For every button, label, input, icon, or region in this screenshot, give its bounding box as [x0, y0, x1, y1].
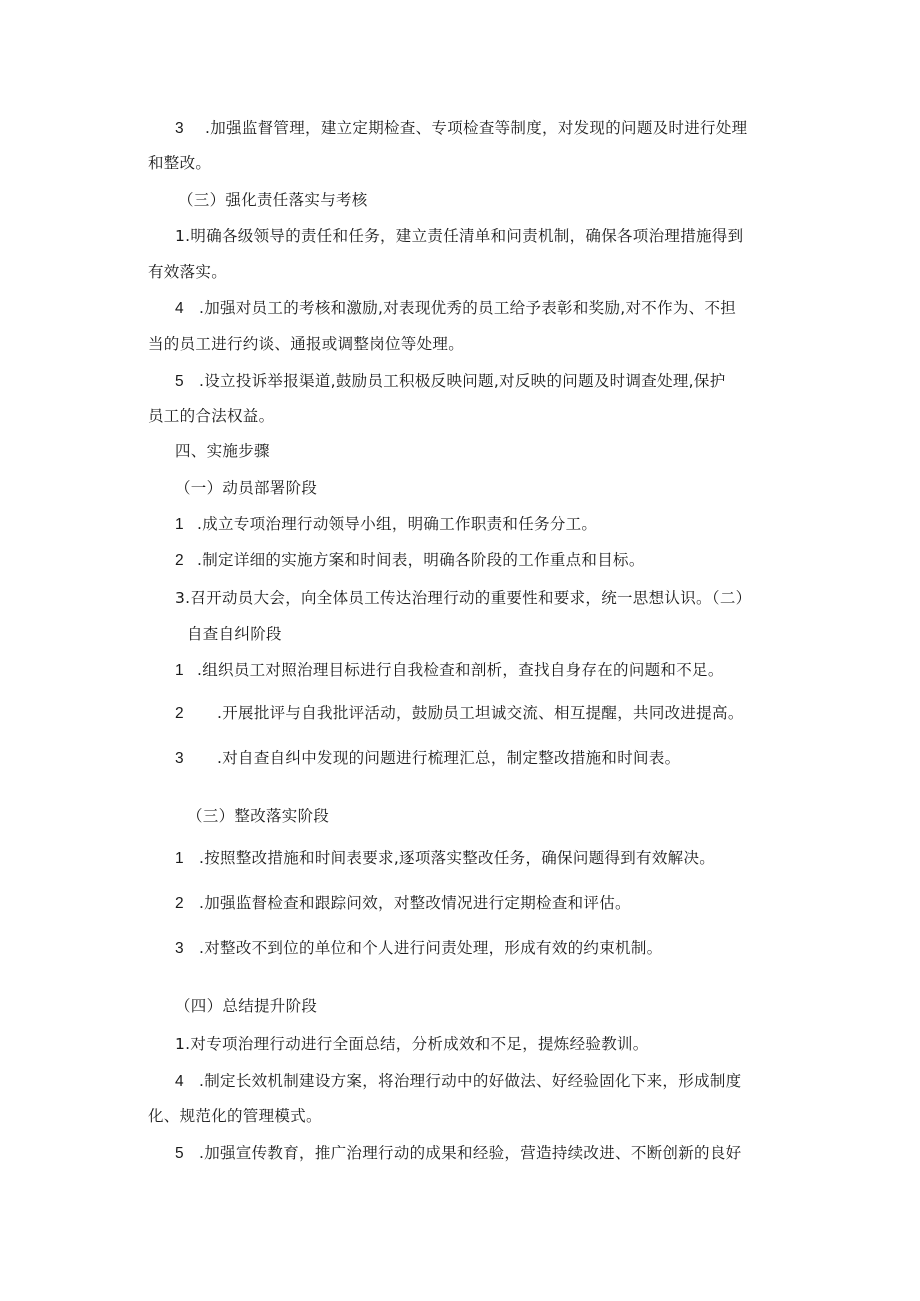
line-text: 四、实施步骤 [175, 442, 270, 460]
line-text: .设立投诉举报渠道,鼓励员工积极反映问题,对反映的问题及时调查处理,保护 [199, 372, 726, 390]
paragraph-line [148, 153, 211, 173]
item-number: 2 [175, 895, 184, 912]
paragraph-line [175, 514, 597, 535]
item-number: 1 [175, 850, 184, 867]
paragraph-line [175, 848, 715, 869]
paragraph-line [175, 748, 680, 769]
paragraph-line [175, 1034, 649, 1054]
item-number: 5 [175, 373, 184, 390]
paragraph-line [175, 226, 743, 246]
line-text: 化、规范化的管理模式。 [148, 1107, 322, 1125]
section-heading [178, 190, 368, 210]
line-text: 1.对专项治理行动进行全面总结，分析成效和不足，提炼经验教训。 [175, 1035, 649, 1053]
item-number: 4 [175, 1073, 184, 1090]
line-text: （三）整改落实阶段 [187, 807, 330, 825]
paragraph-line [175, 703, 744, 724]
item-number: 1 [175, 516, 184, 533]
line-text: .制定详细的实施方案和时间表，明确各阶段的工作重点和目标。 [197, 551, 645, 569]
paragraph-line [175, 938, 662, 959]
section-heading [175, 996, 317, 1016]
line-text: .加强监督检查和跟踪问效，对整改情况进行定期检查和评估。 [199, 894, 631, 912]
item-number: 2 [175, 552, 184, 569]
line-text: .对整改不到位的单位和个人进行问责处理，形成有效的约束机制。 [199, 939, 663, 957]
line-text: 有效落实。 [148, 263, 228, 281]
paragraph-line [175, 298, 736, 319]
item-number: 3 [175, 750, 184, 767]
line-text: 3.召开动员大会，向全体员工传达治理行动的重要性和要求，统一思想认识。（二） [175, 589, 752, 607]
paragraph-line [148, 262, 227, 282]
paragraph-line [175, 588, 751, 608]
paragraph-line [148, 1106, 322, 1126]
item-number: 5 [175, 1145, 184, 1162]
line-text: 员工的合法权益。 [148, 407, 275, 425]
line-text: 1.明确各级领导的责任和任务，建立责任清单和问责机制，确保各项治理措施得到 [175, 227, 744, 245]
item-number: 3 [175, 120, 184, 137]
paragraph-line [148, 406, 274, 426]
line-text: .按照整改措施和时间表要求,逐项落实整改任务，确保问题得到有效解决。 [199, 849, 716, 867]
paragraph-line [175, 371, 726, 392]
line-text: .加强宣传教育，推广治理行动的成果和经验，营造持续改进、不断创新的良好 [199, 1144, 742, 1162]
line-text: .成立专项治理行动领导小组，明确工作职责和任务分工。 [197, 515, 598, 533]
line-text: （三）强化责任落实与考核 [178, 191, 368, 209]
line-text: .制定长效机制建设方案，将治理行动中的好做法、好经验固化下来，形成制度 [199, 1072, 742, 1090]
line-text: 自查自纠阶段 [187, 625, 282, 643]
paragraph-line [175, 1143, 741, 1164]
line-text: .开展批评与自我批评活动，鼓励员工坦诚交流、相互提醒，共同改进提高。 [217, 704, 744, 722]
item-number: 3 [175, 940, 184, 957]
line-text: 当的员工进行约谈、通报或调整岗位等处理。 [148, 335, 465, 353]
line-text: .加强监督管理，建立定期检查、专项检查等制度，对发现的问题及时进行处理 [205, 119, 748, 137]
paragraph-line [175, 550, 645, 571]
line-text: （四）总结提升阶段 [175, 997, 318, 1015]
line-text: .对自查自纠中发现的问题进行梳理汇总，制定整改措施和时间表。 [217, 749, 681, 767]
paragraph-line [148, 334, 464, 354]
line-text: .组织员工对照治理目标进行自我检查和剖析，查找自身存在的问题和不足。 [197, 661, 724, 679]
line-text: （一）动员部署阶段 [175, 479, 318, 497]
item-number: 1 [175, 662, 184, 679]
item-number: 4 [175, 300, 184, 317]
line-text: .加强对员工的考核和激励,对表现优秀的员工给予表彰和奖励,对不作为、不担 [199, 299, 737, 317]
paragraph-line [175, 893, 631, 914]
paragraph-line [175, 660, 724, 681]
chapter-heading [175, 441, 270, 461]
line-text: 和整改。 [148, 154, 212, 172]
item-number: 2 [175, 705, 184, 722]
paragraph-line [175, 118, 747, 139]
section-heading [187, 624, 282, 644]
section-heading [175, 478, 317, 498]
paragraph-line [175, 1071, 741, 1092]
section-heading [187, 806, 329, 826]
